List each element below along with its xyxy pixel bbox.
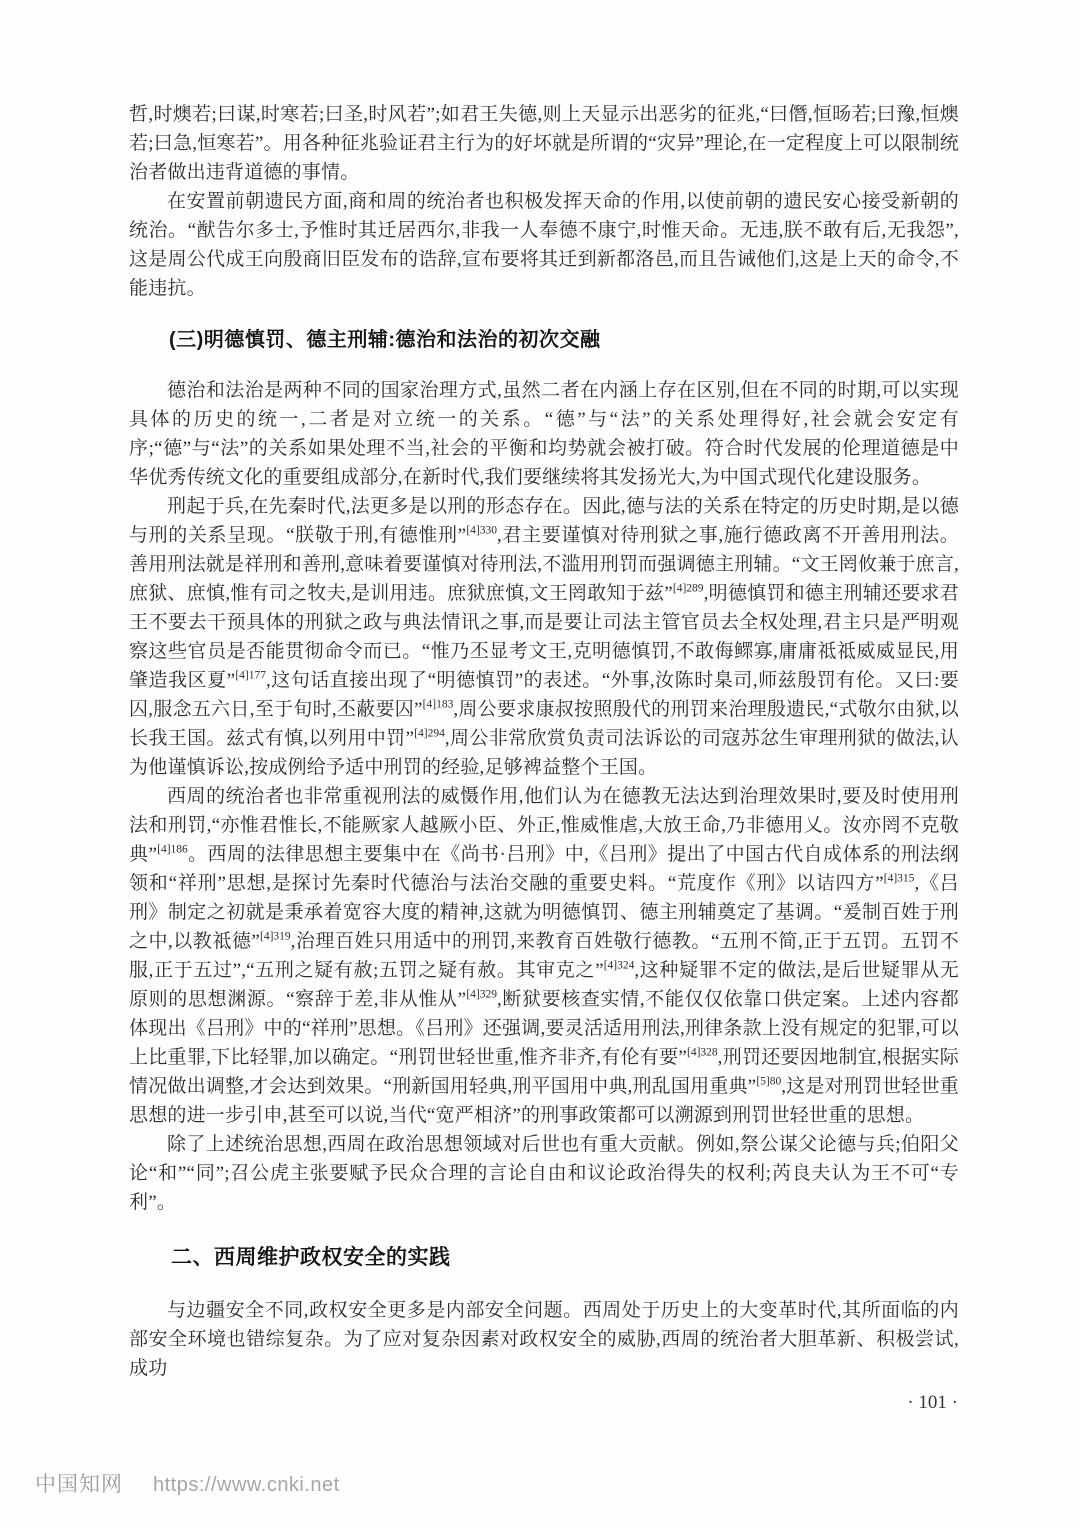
text-run: ,这种疑罪不定的做法,是后世疑罪从无原则的思想渊源。“察辞于差,非从惟从”: [129, 960, 959, 1010]
citation-superscript: [4]319: [259, 930, 291, 943]
paragraph: [129, 187, 959, 303]
text-run: ,周公非常欣赏负责司法诉讼的司寇苏忿生审理刑狱的做法,认为他谨慎诉讼,按成例给予适中刑罚的经验,足够裨益整个王国。: [129, 728, 959, 778]
cnki-url: https://www.cnki.net: [153, 1474, 340, 1496]
paragraph: [129, 376, 959, 492]
citation-superscript: [4]330: [466, 524, 497, 537]
text-run: 在安置前朝遗民方面,商和周的统治者也积极发挥天命的作用,以使前朝的遗民安心接受新朝的统治。“猷告尔多士,予惟时其迁居西尔,非我一人奉德不康宁,时惟天命。无违,朕不敢有后,无我怨”,这是周公代成王向殷商旧臣发布的诰辞,宣布要将其迁到新都洛邑,而且告诫他们,这是上天的命令,不能违抗。: [129, 191, 959, 299]
text-run: 德治和法治是两种不同的国家治理方式,虽然二者在内涵上存在区别,但在不同的时期,可以实现具体的历史的统一,二者是对立统一的关系。“德”与“法”的关系处理得好,社会就会安定有序;“德”与“法”的关系如果处理不当,社会的平衡和均势就会被打破。符合时代发展的伦理道德是中华优秀传统文化的重要组成部分,在新时代,我们要继续将其发扬光大,为中国式现代化建设服务。: [129, 380, 959, 488]
cnki-logo-text: 中国知网: [35, 1473, 123, 1496]
text-run: ,君主要谨慎对待刑狱之事,施行德政离不开善用刑法。善用刑法就是祥刑和善刑,意味着要谨慎对待刑法,不滥用刑罚而强调德主刑辅。“文王罔攸兼于庶言,庶狱、庶慎,惟有司之牧夫,是训用违。庶狱庶慎,文王罔敢知于兹”: [129, 525, 959, 604]
text-run: 。西周的法律思想主要集中在《尚书·吕刑》中,《吕刑》提出了中国古代自成体系的刑法纲领和“祥刑”思想,是探讨先秦时代德治与法治交融的重要史料。“荒度作《刑》以诘四方”: [129, 844, 959, 894]
paragraph: [129, 492, 959, 782]
text-run: 刑起于兵,在先秦时代,法更多是以刑的形态存在。因此,德与法的关系在特定的历史时期,是以德与刑的关系呈现。“朕敬于刑,有德惟刑”: [129, 496, 959, 546]
text-run: ,刑罚还要因地制宜,根据实际情况做出调整,才会达到效果。“刑新国用轻典,刑平国用中典,刑乱国用重典”: [129, 1047, 959, 1097]
citation-superscript: [4]183: [422, 698, 454, 711]
page-number: · 101 ·: [907, 1392, 958, 1413]
citation-superscript: [4]315: [883, 872, 915, 885]
paragraph: [129, 1296, 959, 1383]
citation-superscript: [4]329: [466, 988, 497, 1001]
citation-superscript: [4]328: [687, 1046, 718, 1059]
text-run: ,明德慎罚和德主刑辅还要求君王不要去干预具体的刑狱之政与典法情讯之事,而是要让司法主管官员去全权处理,君主只是严明观察这些官员是否能贯彻命令而已。“惟乃丕显考文王,克明德慎罚,不敢侮鳏寡,庸庸祗祗威威显民,用肇造我区夏”: [129, 583, 959, 691]
section-heading: 二、西周维护政权安全的实践: [171, 1246, 451, 1269]
paragraph: [129, 1130, 959, 1217]
text-run: ,这是对刑罚世轻世重思想的进一步引申,甚至可以说,当代“宽严相济”的刑事政策都可以溯源到刑罚世轻世重的思想。: [129, 1076, 960, 1126]
text-run: ,周公要求康叔按照殷代的刑罚来治理殷遗民,“式敬尔由狱,以长我王国。兹式有慎,以列用中罚”: [129, 699, 959, 749]
citation-superscript: [4]324: [603, 959, 635, 972]
text-run: 哲,时燠若;曰谋,时寒若;曰圣,时风若”;如君王失德,则上天显示出恶劣的征兆,“曰僭,恒旸若;曰豫,恒燠若;曰急,恒寒若”。用各种征兆验证君主行为的好坏就是所谓的“灾异”理论,在一定程度上可以限制统治者做出违背道德的事情。: [129, 104, 959, 183]
text-run: ,断狱要核查实情,不能仅仅依靠口供定案。上述内容都体现出《吕刑》中的“祥刑”思想。《吕刑》还强调,要灵活适用刑法,刑律条款上没有规定的犯罪,可以上比重罪,下比轻罪,加以确定。“刑罚世轻世重,惟齐非齐,有伦有要”: [129, 989, 959, 1068]
paragraph: [129, 782, 959, 1130]
citation-superscript: [4]177: [235, 669, 266, 682]
citation-superscript: [4]294: [414, 727, 445, 740]
text-run: ,《吕刑》制定之初就是秉承着宽容大度的精神,这就为明德慎罚、德主刑辅奠定了基调。“爰制百姓于刑之中,以教祗德”: [129, 873, 959, 952]
cnki-watermark: [35, 1468, 340, 1498]
citation-superscript: [5]80: [756, 1075, 782, 1088]
text-run: 与边疆安全不同,政权安全更多是内部安全问题。西周处于历史上的大变革时代,其所面临的内部安全环境也错综复杂。为了应对复杂因素对政权安全的威胁,西周的统治者大胆革新、积极尝试,成功: [129, 1300, 959, 1379]
citation-superscript: [4]289: [672, 582, 704, 595]
paragraph-continuation: [129, 100, 959, 187]
text-run: 西周的统治者也非常重视刑法的威慑作用,他们认为在德教无法达到治理效果时,要及时使用刑法和刑罚,“亦惟君惟长,不能厥家人越厥小臣、外正,惟威惟虐,大放王命,乃非德用乂。汝亦罔不克敬典”: [129, 786, 959, 865]
text-run: ,治理百姓只用适中的刑罚,来教育百姓敬行德教。“五刑不简,正于五罚。五罚不服,正于五过”,“五刑之疑有赦;五罚之疑有赦。其审克之”: [129, 931, 959, 981]
subsection-heading: (三)明德慎罚、德主刑辅:德治和法治的初次交融: [169, 329, 601, 351]
text-run: ,这句话直接出现了“明德慎罚”的表述。“外事,汝陈时臬司,师兹殷罚有伦。又曰:要囚,服念五六日,至于旬时,丕蔽要囚”: [129, 670, 959, 720]
citation-superscript: [4]186: [157, 843, 188, 856]
article-text-column: [129, 100, 959, 1383]
text-run: 除了上述统治思想,西周在政治思想领域对后世也有重大贡献。例如,祭公谋父论德与兵;伯阳父论“和”“同”;召公虎主张要赋予民众合理的言论自由和议论政治得失的权利;芮良夫认为王不可“专利”。: [129, 1134, 959, 1213]
